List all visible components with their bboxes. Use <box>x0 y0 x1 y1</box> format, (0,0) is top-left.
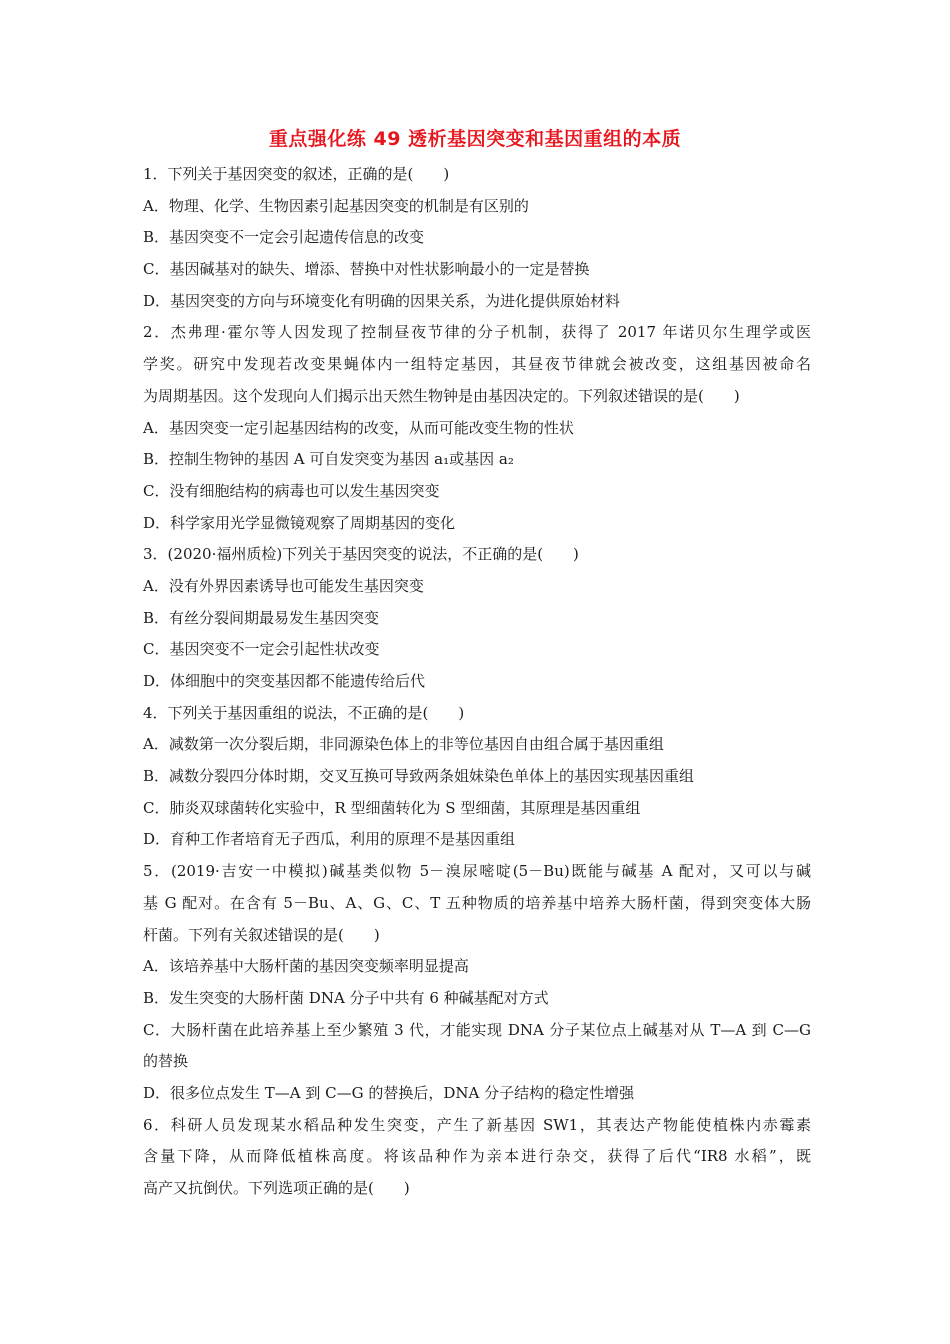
question-stem-line: 含量下降，从而降低植株高度。将该品种作为亲本进行杂交，获得了后代“IR8 水稻”，既 <box>143 1147 811 1166</box>
question-stem-line: 1．下列关于基因突变的叙述，正确的是( ) <box>143 165 450 183</box>
question-stem-line: 4．下列关于基因重组的说法，不正确的是( ) <box>143 703 465 722</box>
option-b: B．基因突变不一定会引起遗传信息的改变 <box>143 228 425 247</box>
option-a: A．物理、化学、生物因素引起基因突变的机制是有区别的 <box>143 196 529 215</box>
option-b: B．控制生物钟的基因 A 可自发突变为基因 a₁或基因 a₂ <box>143 450 514 469</box>
question-stem-line: 基 G 配对。在含有 5－Bu、A、G、C、T 五种物质的培养基中培养大肠杆菌，得到突变体大肠 <box>143 893 811 912</box>
question-4 <box>143 698 811 856</box>
question-stem-line: 5．(2019·吉安一中模拟)碱基类似物 5－溴尿嘧啶(5－Bu)既能与碱基 A 配对，又可以与碱 <box>143 862 811 881</box>
question-stem-line: 高产又抗倒伏。下列选项正确的是( ) <box>143 1179 410 1197</box>
page-title: 重点强化练 49 透析基因突变和基因重组的本质 <box>268 128 682 150</box>
option-d: D．体细胞中的突变基因都不能遗传给后代 <box>143 672 426 690</box>
option-d: D．很多位点发生 T—A 到 C—G 的替换后，DNA 分子结构的稳定性增强 <box>143 1083 635 1102</box>
option-b: B．有丝分裂间期最易发生基因突变 <box>143 608 380 627</box>
option-c: C．基因突变不一定会引起性状改变 <box>143 640 380 659</box>
option-c: C．大肠杆菌在此培养基上至少繁殖 3 代，才能实现 DNA 分子某位点上碱基对从 T—A 到 C—G <box>143 1020 811 1039</box>
question-3 <box>143 539 811 697</box>
question-stem-line: 杆菌。下列有关叙述错误的是( ) <box>143 925 380 944</box>
option-d: D．育种工作者培育无子西瓜，利用的原理不是基因重组 <box>143 830 516 849</box>
question-list <box>143 159 811 1205</box>
option-d: D．科学家用光学显微镜观察了周期基因的变化 <box>143 513 456 532</box>
option-c: C．没有细胞结构的病毒也可以发生基因突变 <box>143 481 440 500</box>
question-stem-line: 6．科研人员发现某水稻品种发生突变，产生了新基因 SW1，其表达产物能使植株内赤霉素 <box>143 1115 811 1134</box>
option-a: A．减数第一次分裂后期，非同源染色体上的非等位基因自由组合属于基因重组 <box>143 735 664 754</box>
option-c-continued: 的替换 <box>143 1052 189 1071</box>
question-1 <box>143 159 811 317</box>
question-6 <box>143 1110 811 1205</box>
question-stem-line: 2．杰弗理·霍尔等人因发现了控制昼夜节律的分子机制，获得了 2017 年诺贝尔生理学或医 <box>143 323 811 342</box>
option-a: A．没有外界因素诱导也可能发生基因突变 <box>143 576 424 595</box>
question-5 <box>143 856 811 1110</box>
option-a: A．基因突变一定引起基因结构的改变，从而可能改变生物的性状 <box>143 418 574 437</box>
option-c: C．肺炎双球菌转化实验中，R 型细菌转化为 S 型细菌，其原理是基因重组 <box>143 798 641 817</box>
option-b: B．减数分裂四分体时期，交叉互换可导致两条姐妹染色单体上的基因实现基因重组 <box>143 767 695 786</box>
option-d: D．基因突变的方向与环境变化有明确的因果关系，为进化提供原始材料 <box>143 291 621 310</box>
question-stem-line: 为周期基因。这个发现向人们揭示出天然生物钟是由基因决定的。下列叙述错误的是( ) <box>143 386 740 405</box>
option-b: B．发生突变的大肠杆菌 DNA 分子中共有 6 种碱基配对方式 <box>143 988 549 1007</box>
option-a: A．该培养基中大肠杆菌的基因突变频率明显提高 <box>143 957 469 976</box>
option-c: C．基因碱基对的缺失、增添、替换中对性状影响最小的一定是替换 <box>143 260 590 279</box>
question-stem-line: 学奖。研究中发现若改变果蝇体内一组特定基因，其昼夜节律就会被改变，这组基因被命名 <box>143 355 811 374</box>
question-2 <box>143 317 811 539</box>
question-stem-line: 3．(2020·福州质检)下列关于基因突变的说法，不正确的是( ) <box>143 545 579 564</box>
